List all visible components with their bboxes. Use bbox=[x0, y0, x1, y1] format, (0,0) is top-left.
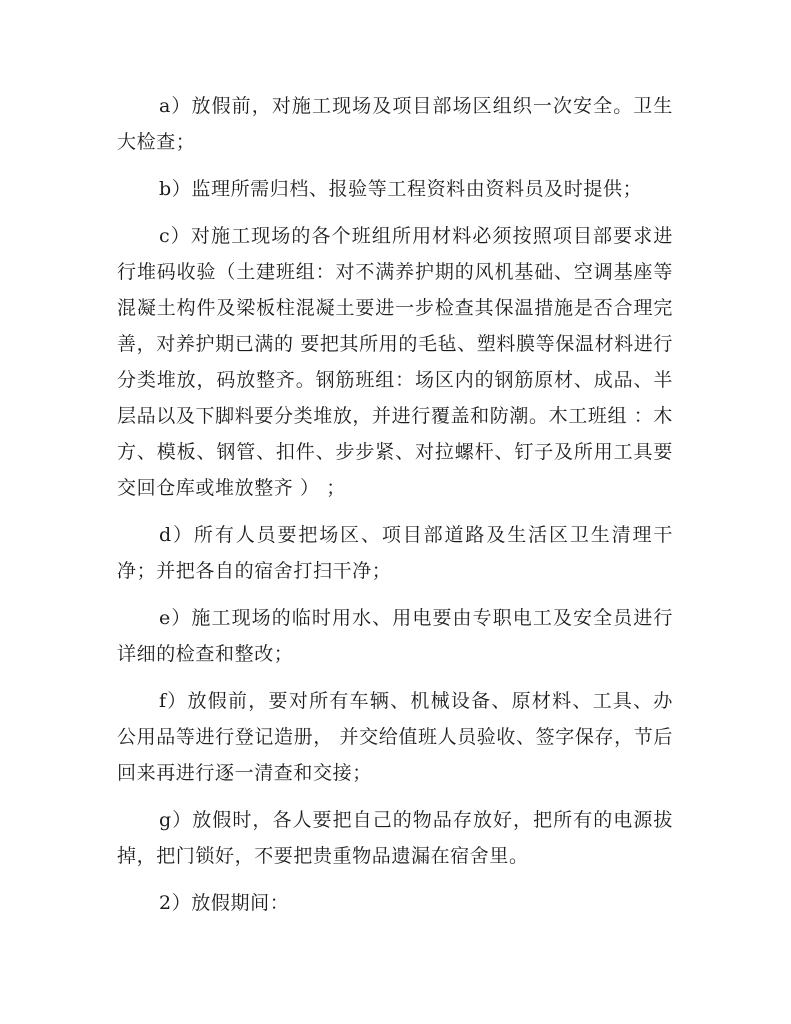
paragraph-g: g）放假时，各人要把自己的物品存放好，把所有的电源拔掉，把门锁好，不要把贵重物品遗漏在宿舍里。 bbox=[117, 809, 673, 867]
paragraph-a: a）放假前，对施工现场及项目部场区组织一次安全。卫生大检查； bbox=[117, 95, 673, 153]
paragraph-e: e）施工现场的临时用水、用电要由专职电工及安全员进行详细的检查和整改； bbox=[117, 607, 673, 665]
paragraph-c: c）对施工现场的各个班组所用材料必须按照项目部要求进行堆码收验（土建班组：对不满养护期的风机基础、空调基座等混凝土构件及梁板柱混凝土要进一步检查其保温措施是否合理完善，对养护期已满的 要把其所用的毛毡、塑料膜等保温材料进行分类堆放，码放整齐。钢筋班组：场区内的钢筋原材、成品、半层品以及下脚料要分类堆放，并进行覆盖和防潮。木工班组 ：木方、模板、钢管、扣件、步步紧、对拉螺杆、钉子及所用工具要交回仓库或堆放整齐 ） ； bbox=[117, 225, 673, 499]
paragraph-f: f）放假前，要对所有车辆、机械设备、原材料、工具、办公用品等进行登记造册， 并交给值班人员验收、签字保存，节后回来再进行逐一清查和交接； bbox=[117, 690, 673, 784]
paragraph-b: b）监理所需归档、报验等工程资料由资料员及时提供； bbox=[159, 178, 643, 200]
section-heading-2: 2）放假期间： bbox=[159, 892, 290, 914]
paragraph-d: d）所有人员要把场区、项目部道路及生活区卫生清理干净；并把各自的宿舍打扫干净； bbox=[117, 524, 673, 582]
document-body bbox=[117, 88, 673, 921]
